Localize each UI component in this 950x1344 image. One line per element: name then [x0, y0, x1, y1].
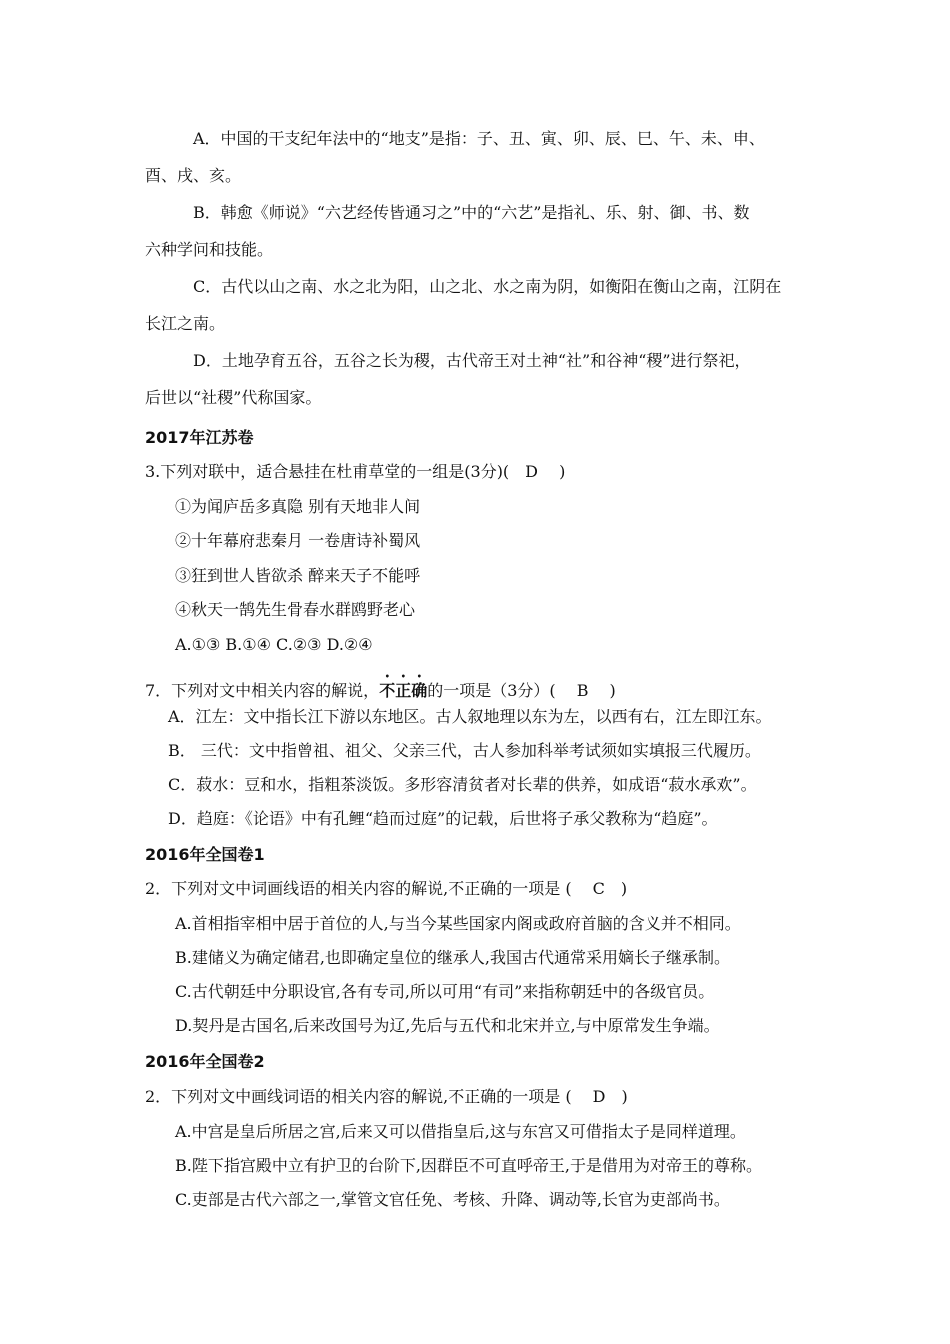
- section-heading-2017: 2017年江苏卷: [145, 428, 254, 447]
- paper1-option-a: A.首相指宰相中居于首位的人,与当今某些国家内阁或政府首脑的含义并不相同。: [175, 914, 741, 933]
- question-7-prefix: 7．下列对文中相关内容的解说，: [145, 681, 380, 700]
- option-c-line2: 长江之南。: [145, 314, 226, 333]
- question-7-suffix: 的一项是（3分）( B ): [427, 681, 616, 700]
- question-2-paper1: 2．下列对文中词画线语的相关内容的解说,不正确的一项是 ( C ): [145, 879, 628, 898]
- paper2-option-a: A.中宫是皇后所居之宫,后来又可以借指皇后,这与东宫又可借指太子是同样道理。: [175, 1122, 746, 1141]
- paper2-option-c: C.吏部是古代六部之一,掌管文官任免、考核、升降、调动等,长官为吏部尚书。: [175, 1190, 730, 1209]
- paper1-option-b: B.建储义为确定储君,也即确定皇位的继承人,我国古代通常采用嫡长子继承制。: [175, 948, 731, 967]
- q7-option-d: D．趋庭：《论语》中有孔鲤“趋而过庭”的记载，后世将子承父教称为“趋庭”。: [168, 809, 718, 828]
- q7-option-c: C．菽水：豆和水，指粗茶淡饭。多形容清贫者对长辈的供养，如成语“菽水承欢”。: [168, 775, 757, 794]
- section-heading-2016-2: 2016年全国卷2: [145, 1052, 265, 1071]
- question-7: [145, 671, 616, 701]
- question-2-paper2: 2．下列对文中画线词语的相关内容的解说,不正确的一项是 ( D ): [145, 1087, 628, 1106]
- option-b-line1: B．韩愈《师说》“六艺经传皆通习之”中的“六艺”是指礼、乐、射、御、书、数: [193, 203, 750, 222]
- couplet-3: ③狂到世人皆欲杀 醉来天子不能呼: [175, 566, 421, 585]
- option-a-line1: A．中国的干支纪年法中的“地支”是指：子、丑、寅、卯、辰、巳、午、未、申、: [193, 129, 765, 148]
- couplet-4: ④秋天一鹄先生骨春水群鸥野老心: [175, 600, 416, 619]
- option-d-line1: D．土地孕育五谷，五谷之长为稷，古代帝王对土神“社”和谷神“稷”进行祭祀，: [193, 351, 751, 370]
- emphasized-text: 不正确: [379, 681, 428, 700]
- paper2-option-b: B.陛下指宫殿中立有护卫的台阶下,因群臣不可直呼帝王,于是借用为对帝王的尊称。: [175, 1156, 763, 1175]
- option-b-line2: 六种学问和技能。: [145, 240, 274, 259]
- section-heading-2016-1: 2016年全国卷1: [145, 845, 265, 864]
- couplet-2: ②十年幕府悲秦月 一卷唐诗补蜀风: [175, 531, 421, 550]
- q7-option-a: A．江左：文中指长江下游以东地区。古人叙地理以东为左，以西有右，江左即江东。: [168, 707, 772, 726]
- paper1-option-c: C.古代朝廷中分职设官,各有专司,所以可用“有司”来指称朝廷中的各级官员。: [175, 982, 715, 1001]
- option-c-line1: C．古代以山之南、水之北为阳，山之北、水之南为阴，如衡阳在衡山之南，江阴在: [193, 277, 782, 296]
- answer-choices: A.①③ B.①④ C.②③ D.②④: [175, 635, 373, 654]
- couplet-1: ①为闻庐岳多真隐 别有天地非人间: [175, 497, 421, 516]
- paper1-option-d: D.契丹是古国名,后来改国号为辽,先后与五代和北宋并立,与中原常发生争端。: [175, 1016, 720, 1035]
- question-3: 3.下列对联中，适合悬挂在杜甫草堂的一组是(3分)( D ): [145, 462, 566, 481]
- option-d-line2: 后世以“社稷”代称国家。: [145, 388, 322, 407]
- option-a-line2: 酉、戌、亥。: [145, 166, 242, 185]
- q7-option-b: B． 三代：文中指曾祖、祖父、父亲三代，古人参加科举考试须如实填报三代履历。: [168, 741, 761, 760]
